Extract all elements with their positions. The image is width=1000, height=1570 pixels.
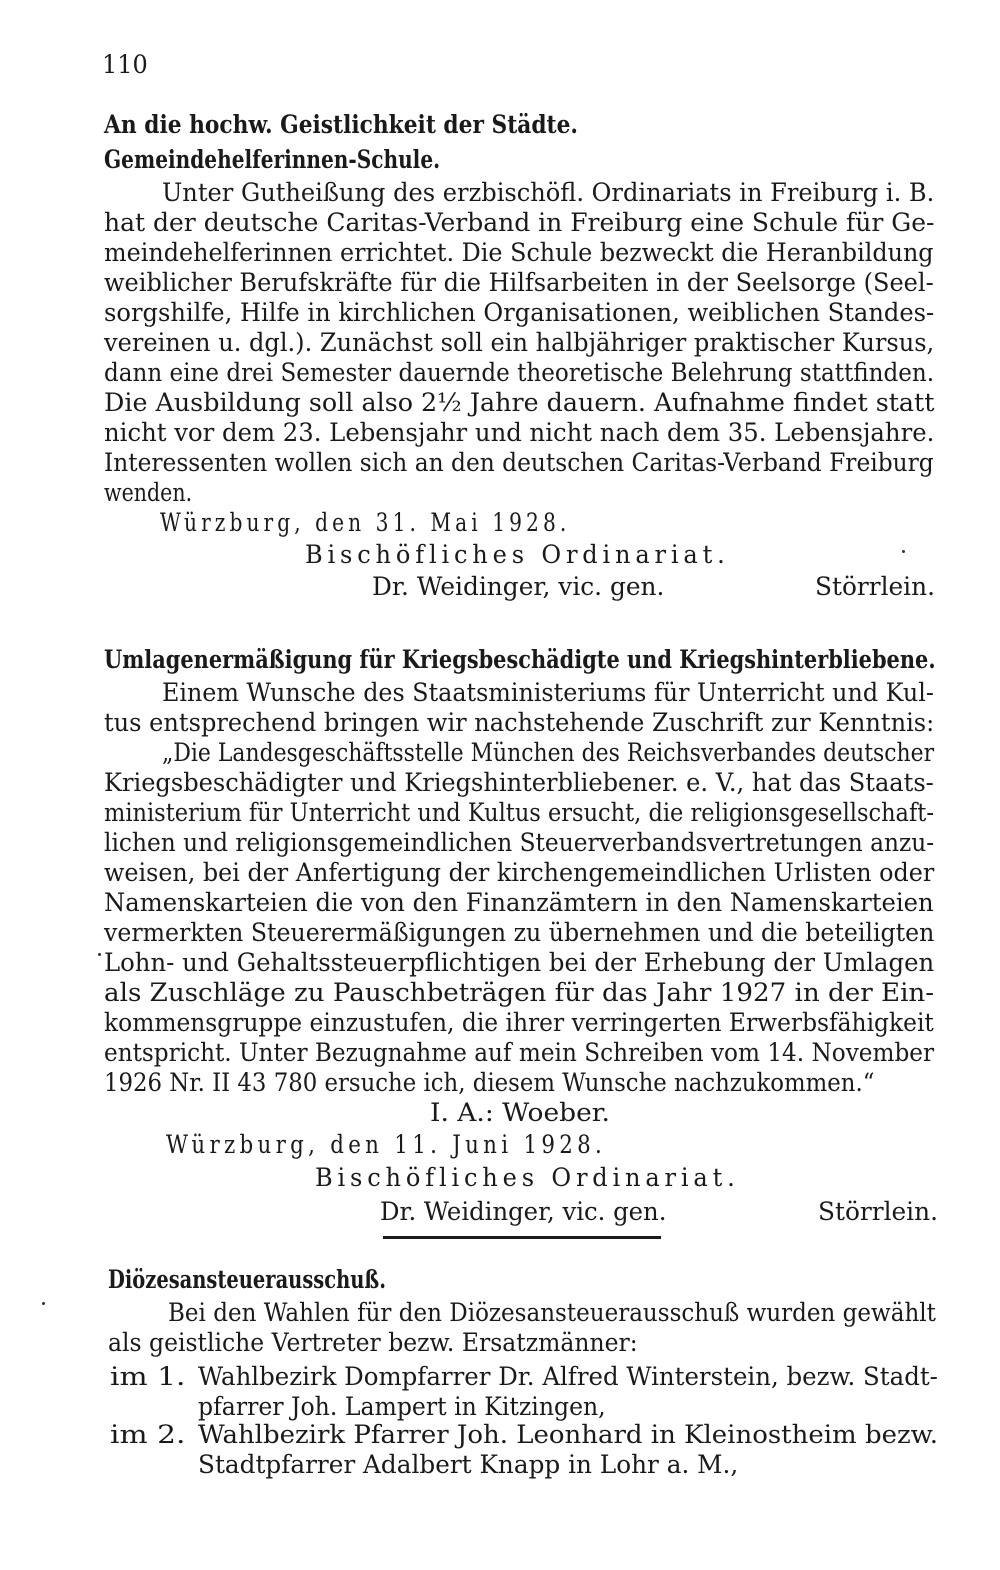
body-line: Einem Wunsche des Staatsministeriums für Unterricht und Kul- [162,678,934,707]
place-date: Würzburg, den 11. Juni 1928. [166,1130,607,1159]
body-line: meindehelferinnen errichtet. Die Schule bezweckt die Heranbildung [104,238,934,267]
page-number: 110 [102,50,148,79]
body-line: „Die Landesgeschäftsstelle München des Reichsverbandes deutscher [162,738,935,767]
list-label: im 2. [110,1420,186,1449]
body-line: Bei den Wahlen für den Diözesansteuerausschuß wurden gewählt [168,1298,936,1327]
body-line: Interessenten wollen sich an den deutschen Caritas-Verband Freiburg [104,448,934,477]
scan-speck [42,1302,45,1305]
body-line: Lohn- und Gehaltssteuerpflichtigen bei der Erhebung der Umlagen [104,948,935,977]
body-line: entspricht. Unter Bezugnahme auf mein Schreiben vom 14. November [104,1038,935,1067]
signatory-right: Störrlein. [818,1197,938,1226]
body-line: dann eine drei Semester dauernde theoretische Belehrung stattfinden. [104,358,935,387]
body-line: nicht vor dem 23. Lebensjahr und nicht nach dem 35. Lebensjahre. [104,418,935,447]
body-line: lichen und religionsgemeindlichen Steuerverbandsvertretungen anzu- [104,828,935,857]
list-item-line: pfarrer Joh. Lampert in Kitzingen, [198,1392,606,1421]
body-line: Namenskarteien die von den Finanzämtern in den Namenskarteien [104,888,934,917]
body-line: Die Ausbildung soll also 2½ Jahre dauern. Aufnahme findet statt [104,388,935,417]
body-line: als geistliche Vertreter bezw. Ersatzmänner: [108,1328,638,1357]
list-label: im 1. [110,1362,186,1391]
section-heading: Diözesansteuerausschuß. [108,1265,386,1294]
signatory-left: Dr. Weidinger, vic. gen. [372,572,665,601]
section-heading: Umlagenermäßigung für Kriegsbeschädigte und Kriegshinterbliebene. [104,645,936,674]
list-item-line: Wahlbezirk Dompfarrer Dr. Alfred Winterstein, bezw. Stadt- [198,1362,938,1391]
body-line: tus entsprechend bringen wir nachstehende Zuschrift zur Kenntnis: [104,708,935,737]
body-line: hat der deutsche Caritas-Verband in Freiburg eine Schule für Ge- [104,208,935,237]
body-line: sorgshilfe, Hilfe in kirchlichen Organisationen, weiblichen Standes- [104,298,935,327]
body-line: vermerkten Steuerermäßigungen zu übernehmen und die beteiligten [104,918,935,947]
list-item-line: Stadtpfarrer Adalbert Knapp in Lohr a. M., [198,1450,739,1479]
signatory-right: Störrlein. [815,572,935,601]
list-item-line: Wahlbezirk Pfarrer Joh. Leonhard in Kleinostheim bezw. [198,1420,939,1449]
place-date: Würzburg, den 31. Mai 1928. [160,508,571,537]
section-divider [383,1236,661,1239]
body-line: weisen, bei der Anfertigung der kirchengemeindlichen Urlisten oder [104,858,935,887]
body-line: 1926 Nr. II 43 780 ersuche ich, diesem Wunsche nachzukommen.“ [104,1068,875,1097]
body-line: vereinen u. dgl.). Zunächst soll ein halbjähriger praktischer Kursus, [104,328,935,357]
body-line: Unter Gutheißung des erzbischöfl. Ordinariats in Freiburg i. B. [162,178,935,207]
body-line: als Zuschläge zu Pauschbeträgen für das Jahr 1927 in der Ein- [104,978,935,1007]
scan-speck [902,550,905,553]
authority: Bischöfliches Ordinariat. [305,540,730,569]
body-line: ministerium für Unterricht und Kultus ersucht, die religionsgesellschaft- [104,798,934,827]
i-a-signature: I. A.: Woeber. [430,1098,610,1127]
authority: Bischöfliches Ordinariat. [315,1163,740,1192]
signatory-left: Dr. Weidinger, vic. gen. [380,1197,667,1226]
body-line: wenden. [104,478,193,507]
body-line: Kriegsbeschädigter und Kriegshinterbliebener. e. V., hat das Staats- [104,768,934,797]
scan-speck [98,953,101,956]
body-line: weiblicher Berufskräfte für die Hilfsarbeiten in der Seelsorge (Seel- [104,268,934,297]
body-line: kommensgruppe einzustufen, die ihrer verringerten Erwerbsfähigkeit [104,1008,934,1037]
section-subheading: Gemeindehelferinnen-Schule. [104,145,441,174]
section-heading: An die hochw. Geistlichkeit der Städte. [104,110,578,139]
